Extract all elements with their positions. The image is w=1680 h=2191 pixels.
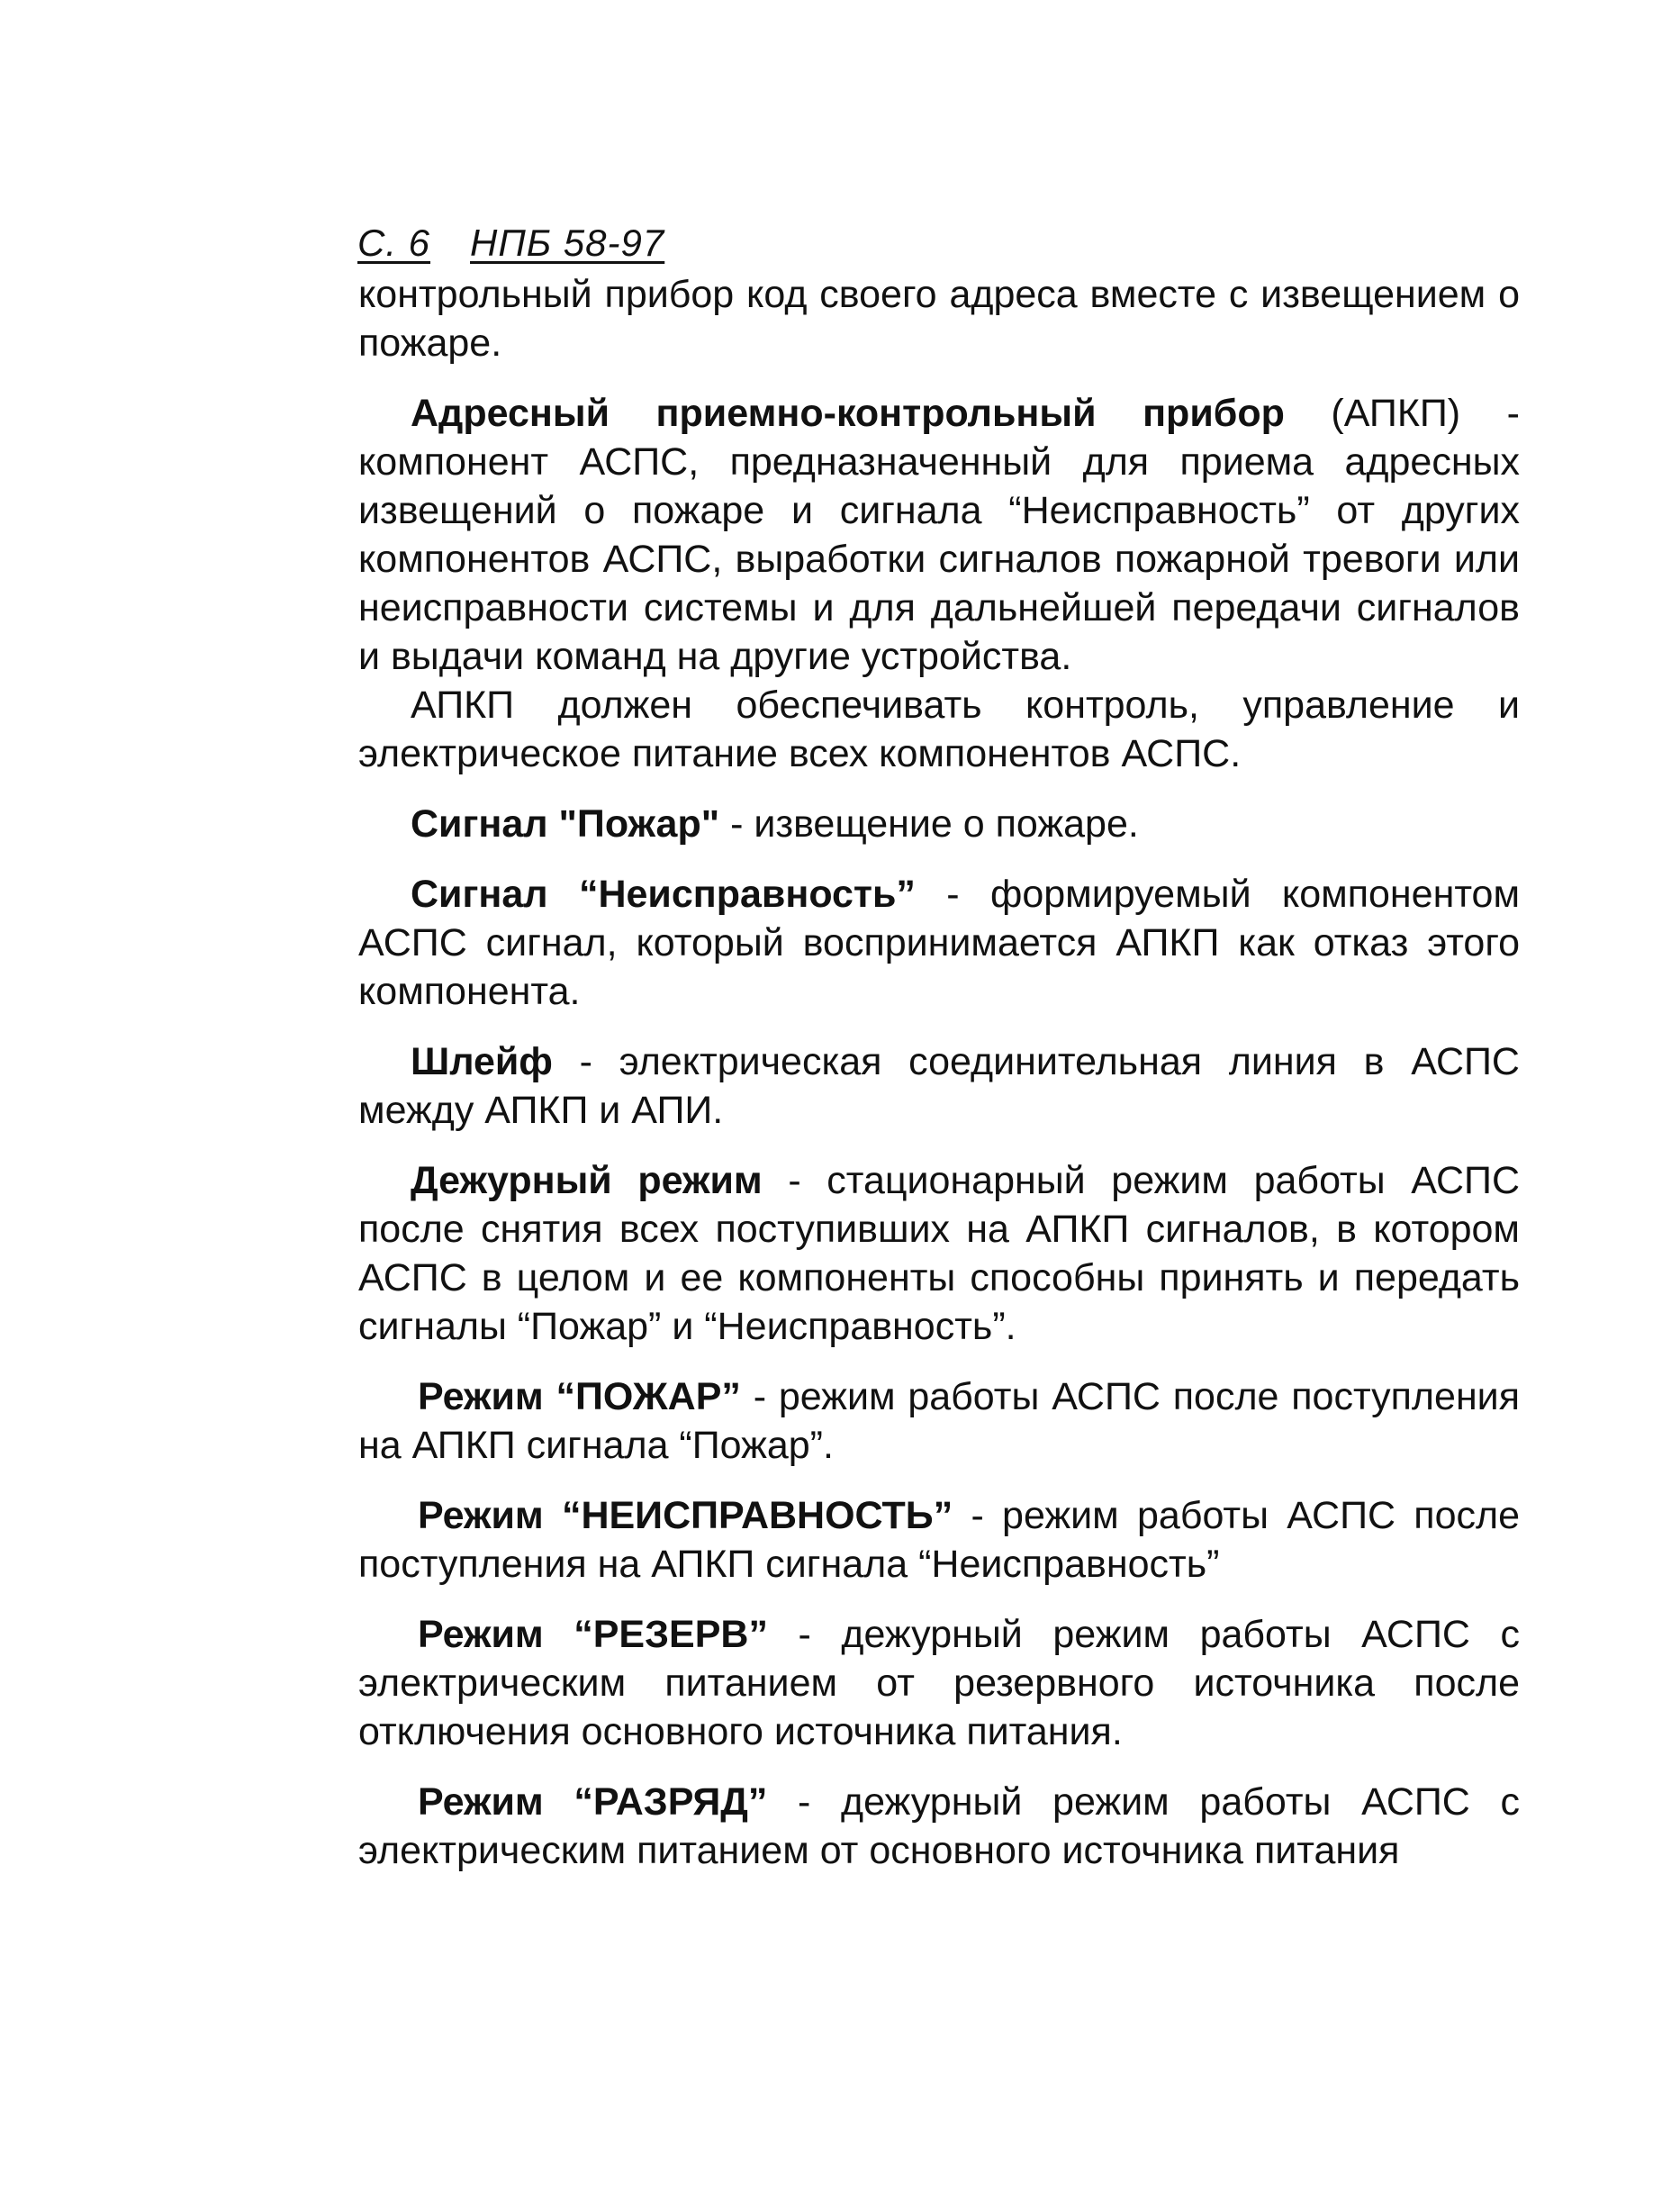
definition-term: Режим “РЕЗЕРВ” xyxy=(418,1613,768,1656)
definition-text: - дежурный режим работы АСПС с электрическим питанием от основного источника питания xyxy=(358,1780,1520,1872)
definition-apkp xyxy=(358,389,1520,681)
definition-text: - стационарный режим работы АСПС после снятия всех поступивших на АПКП сигналов, в котором АСПС в целом и ее компоненты способны принять и передать сигналы “Пожар” и “Неисправность”. xyxy=(358,1159,1520,1348)
definition-term: Шлейф xyxy=(411,1040,553,1083)
definition-term: Адресный приемно-контрольный прибор xyxy=(411,392,1285,435)
document-code: НПБ 58-97 xyxy=(470,222,665,264)
page-number: С. 6 xyxy=(357,222,431,264)
paragraph-text: АПКП должен обеспечивать контроль, управление и электрическое питание всех компонентов АСПС. xyxy=(358,684,1520,775)
definition-fault-mode xyxy=(358,1491,1520,1589)
page-header xyxy=(357,222,664,265)
definition-text: - режим работы АСПС после поступления на АПКП сигнала “Пожар”. xyxy=(358,1375,1520,1467)
definition-term: Дежурный режим xyxy=(411,1159,763,1202)
definition-discharge-mode xyxy=(358,1778,1520,1875)
paragraph-text: контрольный прибор код своего адреса вместе с извещением о пожаре. xyxy=(358,273,1520,365)
definition-term: Режим “ПОЖАР” xyxy=(418,1375,741,1418)
paragraph-apkp-requirement xyxy=(358,681,1520,778)
definition-text: - дежурный режим работы АСПС с электрическим питанием от резервного источника после отключения основного источника питания. xyxy=(358,1613,1520,1753)
definition-term: Режим “РАЗРЯД” xyxy=(418,1780,768,1824)
definition-text: (АПКП) - компонент АСПС, предназначенный для приема адресных извещений о пожаре и сигнала “Неисправность” от других компонентов АСПС, выработки сигналов пожарной тревоги или неисправности системы и для дальнейшей передачи сигналов и выдачи команд на другие устройства. xyxy=(358,392,1520,678)
paragraph-continuation xyxy=(358,270,1520,367)
definition-text: - извещение о пожаре. xyxy=(719,802,1139,846)
definition-loop xyxy=(358,1037,1520,1135)
definition-term: Сигнал "Пожар" xyxy=(411,802,720,846)
definition-text: - электрическая соединительная линия в АСПС между АПКП и АПИ. xyxy=(358,1040,1520,1132)
definition-fire-signal xyxy=(358,800,1520,848)
body-text xyxy=(358,270,1520,1875)
definition-fire-mode xyxy=(358,1372,1520,1470)
definition-text: - режим работы АСПС после поступления на АПКП сигнала “Неисправность” xyxy=(358,1494,1520,1586)
definition-reserve-mode xyxy=(358,1610,1520,1756)
definition-fault-signal xyxy=(358,870,1520,1016)
definition-standby-mode xyxy=(358,1156,1520,1351)
definition-term: Режим “НЕИСПРАВНОСТЬ” xyxy=(418,1494,953,1537)
definition-text: - формируемый компонентом АСПС сигнал, который воспринимается АПКП как отказ этого компонента. xyxy=(358,873,1521,1013)
definition-term: Сигнал “Неисправность” xyxy=(411,873,916,916)
